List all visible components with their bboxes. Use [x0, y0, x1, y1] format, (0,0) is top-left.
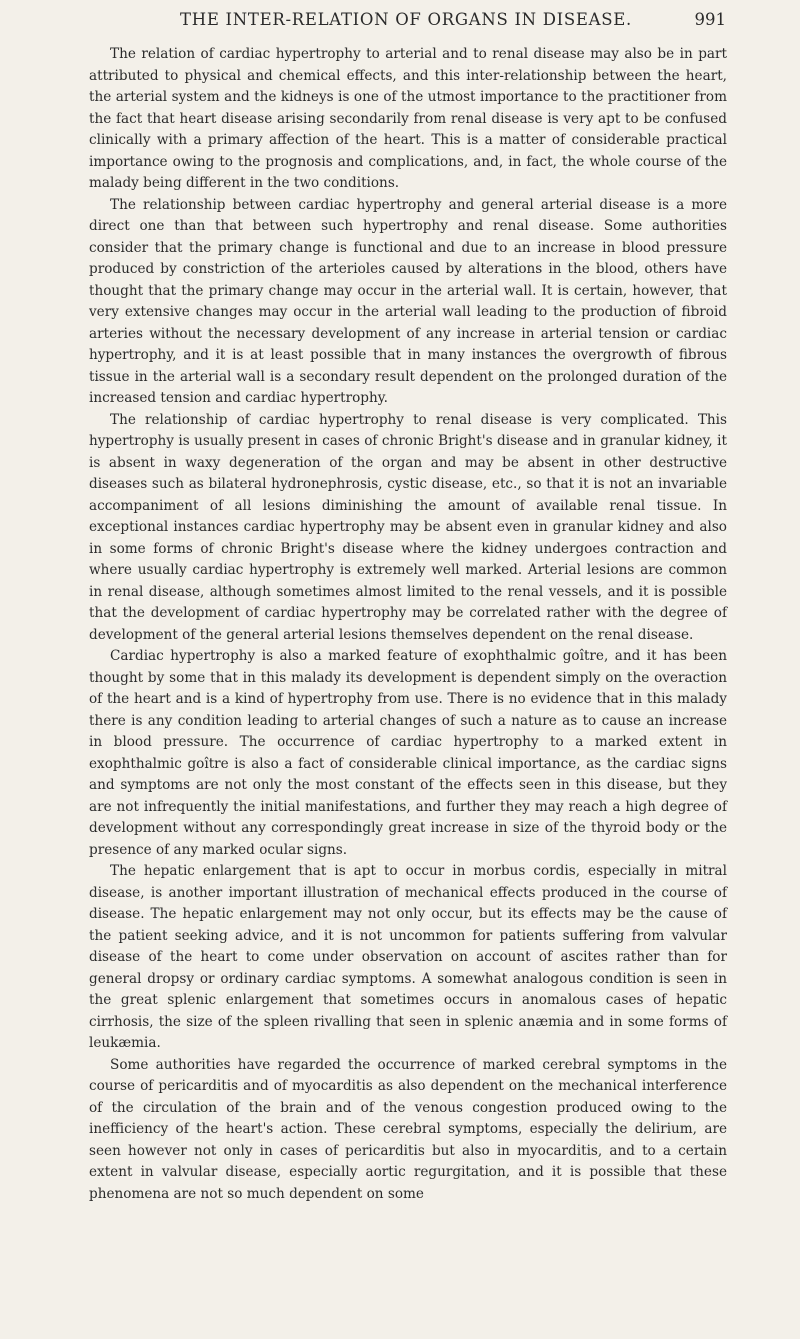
paragraph-cerebral-symptoms: Some authorities have regarded the occurrence of marked cerebral symptoms in the course of pericarditis and of myocarditis as also dependent on the mechanical interference of the circulation of the brain and of the venous congestion produced owing to the inefficiency of the heart's action. These cerebral symptoms, especially the delirium, are seen however not only in cases of pericarditis but also in myocarditis, and to a certain extent in valvular disease, especially aortic regurgitation, and it is possible that these phenomena are not so much dependent on some — [89, 1056, 727, 1202]
paragraph-exophthalmic-goitre: Cardiac hypertrophy is also a marked feature of exophthalmic goître, and it has been thought by some that in this malady its development is dependent simply on the overaction of the heart and is a kind of hypertrophy from use. There is no evidence that in this malady there is any condition leading to arterial changes of such a nature as to cause an increase in blood pressure. The occurrence of cardiac hypertrophy to a marked extent in exophthalmic goître is also a fact of considerable clinical importance, as the cardiac signs and symptoms are not only the most constant of the effects seen in this disease, but they are not infrequently the initial manifestations, and further they may reach a high degree of development without any correspondingly great increase in size of the thyroid body or the presence of any marked ocular signs. — [89, 648, 727, 858]
paragraph-arterial-renal: The relation of cardiac hypertrophy to arterial and to renal disease may also be in part attributed to physical and chemical effects, and this inter-relationship between the heart, the arterial system and the kidneys is one of the utmost importance to the practitioner from the fact that heart disease arising secondarily from renal disease is very apt to be confused clinically with a primary affection of the heart. This is a matter of considerable practical importance owing to the prognosis and complications, and, in fact, the whole course of the malady being different in the two conditions. — [89, 46, 727, 191]
paragraph-hepatic-enlargement: The hepatic enlargement that is apt to occur in morbus cordis, especially in mitral disease, is another important illustration of mechanical effects produced in the course of disease. The hepatic enlargement may not only occur, but its effects may be the cause of the patient seeking advice, and it is not uncommon for patients suffering from valvular disease of the heart to come under observation on account of ascites rather than for general dropsy or ordinary cardiac symptoms. A somewhat analogous condition is seen in the great splenic enlargement that sometimes occurs in anomalous cases of hepatic cirrhosis, the size of the spleen rivalling that seen in splenic anæmia and in some forms of leukæmia. — [89, 863, 727, 1051]
page-number: 991 — [694, 10, 726, 29]
paragraph-general-arterial: The relationship between cardiac hypertrophy and general arterial disease is a more direct one than that between such hypertrophy and renal disease. Some authorities consider that the primary change is functional and due to an increase in blood pressure produced by constriction of the arterioles caused by alterations in the blood, others have thought that the primary change may occur in the arterial wall. It is certain, however, that very extensive changes may occur in the arterial wall leading to the production of fibroid arteries without the necessary development of any increase in arterial tension or cardiac hypertrophy, and it is at least possible that in many instances the overgrowth of fibrous tissue in the arterial wall is a secondary result dependent on the prolonged duration of the increased tension and cardiac hypertrophy. — [89, 196, 727, 406]
page-header-title: THE INTER-RELATION OF ORGANS IN DISEASE. — [180, 10, 632, 29]
body-text — [89, 44, 727, 1205]
running-head — [86, 10, 726, 34]
paragraph-renal-disease: The relationship of cardiac hypertrophy to renal disease is very complicated. This hypertrophy is usually present in cases of chronic Bright's disease and in granular kidney, it is absent in waxy degeneration of the organ and may be absent in other destructive diseases such as bilateral hydronephrosis, cystic disease, etc., so that it is not an invariable accompaniment of all lesions diminishing the amount of available renal tissue. In exceptional instances cardiac hypertrophy may be absent even in granular kidney and also in some forms of chronic Bright's disease where the kidney undergoes contraction and where usually cardiac hypertrophy is extremely well marked. Arterial lesions are common in renal disease, although sometimes almost limited to the renal vessels, and it is possible that the development of cardiac hypertrophy may be correlated rather with the degree of development of the general arterial lesions themselves dependent on the renal disease. — [89, 411, 727, 643]
